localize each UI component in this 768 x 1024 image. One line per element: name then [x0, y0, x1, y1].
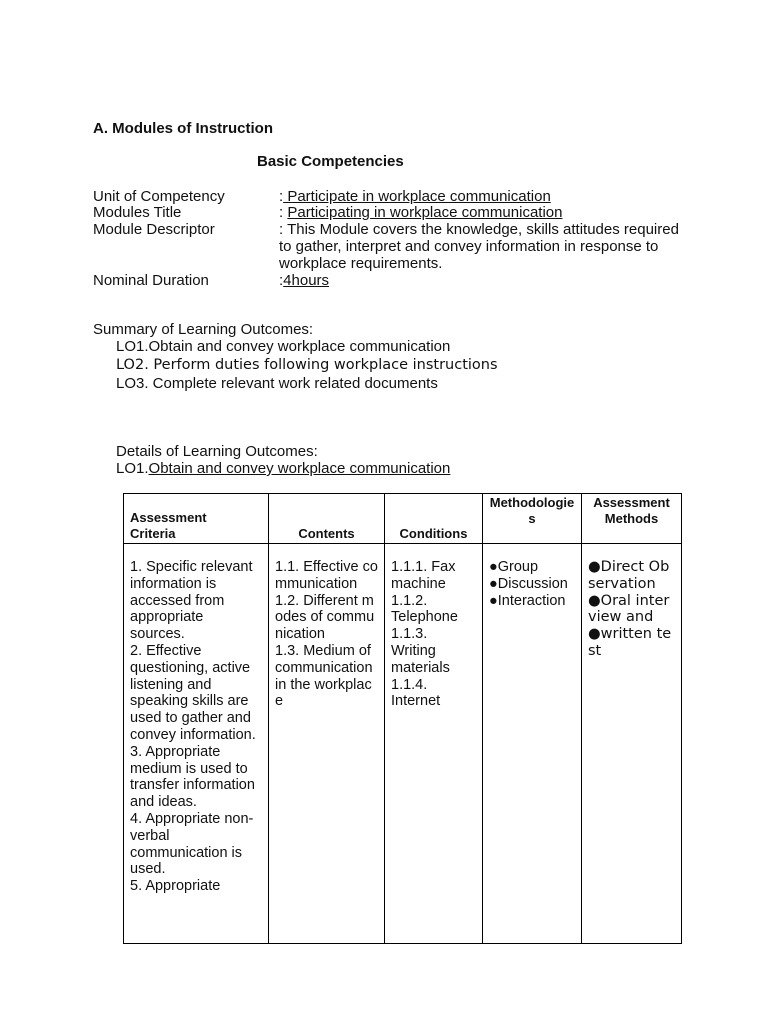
header-methodologies: Methodologies	[483, 494, 582, 544]
methodologies-cell	[483, 544, 582, 944]
section-heading: A. Modules of Instruction	[93, 120, 273, 137]
list-item: 1.1.1. Fax machine	[391, 559, 456, 592]
summary-lo3: LO3. Complete relevant work related documents	[116, 375, 438, 392]
details-heading: Details of Learning Outcomes:	[116, 443, 318, 460]
list-item: 1.3. Medium of communication in the workplace	[275, 642, 373, 710]
list-item: ●Oral interview and	[588, 592, 670, 626]
list-item: 5. Appropriate	[130, 878, 221, 895]
summary-lo2: LO2. Perform duties following workplace instructions	[116, 357, 498, 373]
assessment-methods-cell	[582, 544, 682, 944]
conditions-cell	[385, 544, 483, 944]
list-item: 4. Appropriate non-verbal communication is used.	[130, 810, 254, 878]
list-item: ●Direct Observation	[588, 559, 670, 592]
list-item: 1.1. Effective communication	[275, 559, 378, 592]
list-item: 1.1.3. Writing materials	[391, 626, 450, 676]
header-contents: Contents	[269, 494, 385, 544]
list-item: 3. Appropriate medium is used to transfer information and ideas.	[130, 743, 255, 811]
details-lo1: LO1.Obtain and convey workplace communication	[116, 460, 451, 477]
list-item: 2. Effective questioning, active listening and speaking skills are used to gather and convey information.	[130, 642, 256, 743]
table-row	[124, 544, 682, 944]
module-descriptor-value: : This Module covers the knowledge, skills attitudes required to gather, interpret and convey information in response to workplace requirements.	[279, 221, 679, 272]
table-header-row	[124, 494, 682, 544]
module-descriptor-label: Module Descriptor	[93, 221, 215, 238]
list-item: 1. Specific relevant information is accessed from appropriate sources.	[130, 559, 253, 643]
summary-lo1: LO1.Obtain and convey workplace communication	[116, 338, 451, 355]
header-assessment-criteria: Assessment Criteria	[124, 494, 269, 544]
nominal-duration-label: Nominal Duration	[93, 272, 209, 289]
list-item: 1.2. Different modes of communication	[275, 592, 375, 643]
contents-cell	[269, 544, 385, 944]
list-item: ●Interaction	[489, 592, 566, 609]
assessment-criteria-cell	[124, 544, 269, 944]
header-assessment-methods: Assessment Methods	[582, 494, 682, 544]
unit-of-competency-value: : Participate in workplace communication	[279, 188, 551, 205]
list-item: ●Discussion	[489, 575, 568, 592]
list-item: ●written test	[588, 626, 672, 659]
modules-title-label: Modules Title	[93, 204, 182, 221]
list-item: ●Group	[489, 559, 539, 575]
unit-of-competency-label: Unit of Competency	[93, 188, 225, 205]
header-conditions: Conditions	[385, 494, 483, 544]
list-item: 1.1.4. Internet	[391, 676, 441, 710]
nominal-duration-value: :4hours	[279, 272, 330, 289]
list-item: 1.1.2. Telephone	[391, 592, 458, 626]
summary-heading: Summary of Learning Outcomes:	[93, 321, 314, 338]
basic-competencies-heading: Basic Competencies	[257, 153, 404, 170]
modules-title-value: : Participating in workplace communication	[279, 204, 563, 221]
learning-outcomes-table	[123, 493, 682, 944]
